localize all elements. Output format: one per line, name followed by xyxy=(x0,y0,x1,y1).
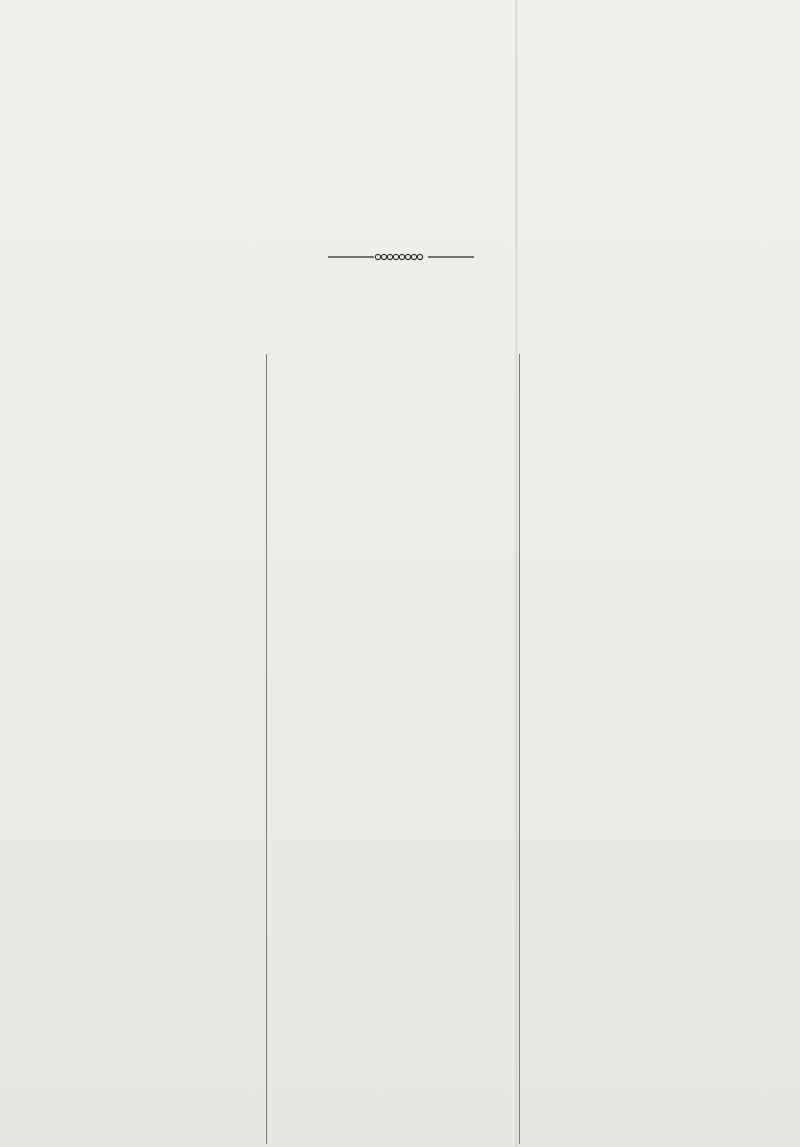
paper-fold-line xyxy=(515,0,518,1147)
column-1 xyxy=(18,352,262,1137)
column-3 xyxy=(527,352,773,1137)
column-separator-left xyxy=(266,354,267,1144)
title-ornament xyxy=(328,251,474,263)
column-separator-right xyxy=(519,354,520,1144)
column-2 xyxy=(274,352,514,1137)
